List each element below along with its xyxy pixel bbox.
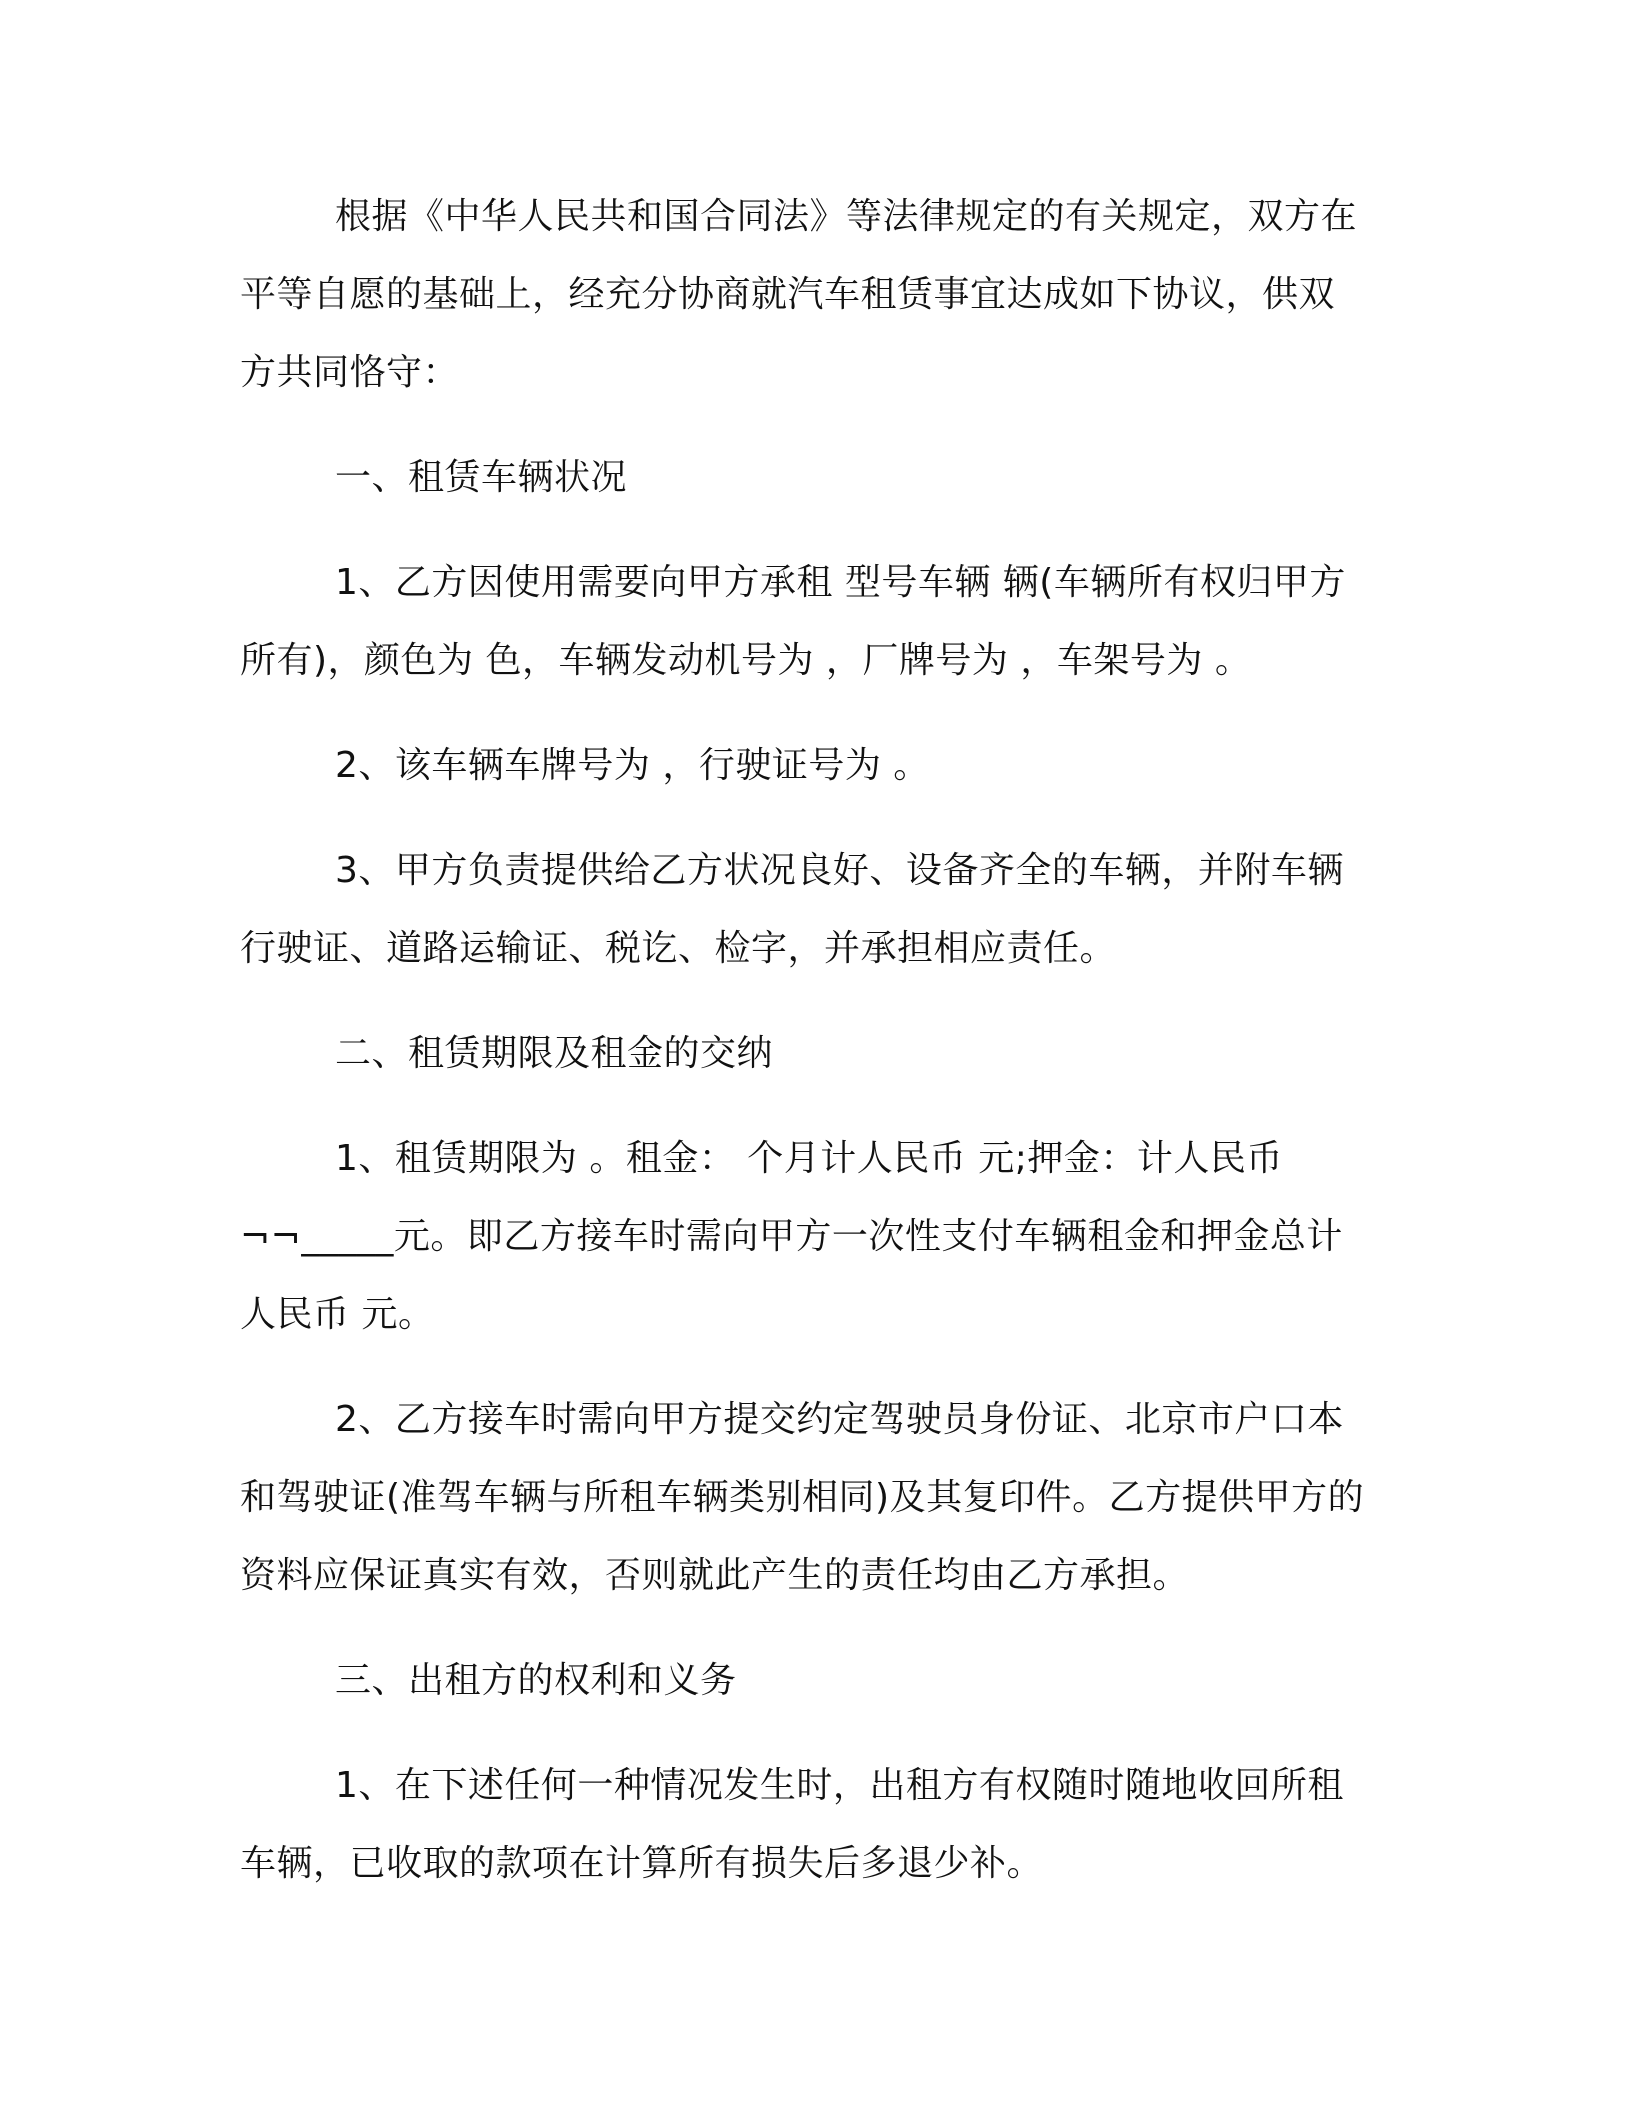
heading-text: 三、出租方的权利和义务 bbox=[335, 1660, 737, 1701]
document-body bbox=[240, 178, 1390, 1930]
section-1-item-1 bbox=[240, 544, 1390, 700]
text-line: 根据《中华人民共和国合同法》等法律规定的有关规定，双方在 bbox=[335, 196, 1358, 237]
section-3-heading bbox=[240, 1642, 1390, 1720]
text-line: 资料应保证真实有效，否则就此产生的责任均由乙方承担。 bbox=[240, 1555, 1190, 1596]
intro-paragraph bbox=[240, 178, 1390, 412]
text-line: ¬¬_____元。即乙方接车时需向甲方一次性支付车辆租金和押金总计 bbox=[240, 1216, 1343, 1257]
text-line: 2、该车辆车牌号为 ，行驶证号为 。 bbox=[335, 745, 930, 786]
text-line: 3、甲方负责提供给乙方状况良好、设备齐全的车辆，并附车辆 bbox=[335, 850, 1344, 891]
section-2-heading bbox=[240, 1015, 1390, 1093]
section-2-item-2 bbox=[240, 1381, 1390, 1615]
section-1-item-3 bbox=[240, 832, 1390, 988]
section-2-item-1 bbox=[240, 1120, 1390, 1354]
text-line: 平等自愿的基础上，经充分协商就汽车租赁事宜达成如下协议，供双 bbox=[240, 274, 1336, 315]
section-1-heading bbox=[240, 439, 1390, 517]
heading-text: 一、租赁车辆状况 bbox=[335, 457, 628, 498]
section-1-item-2 bbox=[240, 727, 1390, 805]
text-line: 1、在下述任何一种情况发生时，出租方有权随时随地收回所租 bbox=[335, 1765, 1344, 1806]
text-line: 2、乙方接车时需向甲方提交约定驾驶员身份证、北京市户口本 bbox=[335, 1399, 1344, 1440]
text-line: 1、租赁期限为 。租金： 个月计人民币 元;押金：计人民币 bbox=[335, 1138, 1283, 1179]
text-line: 所有)，颜色为 色，车辆发动机号为 ，厂牌号为 ，车架号为 。 bbox=[240, 640, 1252, 681]
text-line: 1、乙方因使用需要向甲方承租 型号车辆 辆(车辆所有权归甲方 bbox=[335, 562, 1346, 603]
section-3-item-1 bbox=[240, 1747, 1390, 1903]
text-line: 行驶证、道路运输证、税讫、检字，并承担相应责任。 bbox=[240, 928, 1117, 969]
text-line: 人民币 元。 bbox=[240, 1294, 435, 1335]
text-line: 方共同恪守： bbox=[240, 352, 460, 393]
text-line: 车辆，已收取的款项在计算所有损失后多退少补。 bbox=[240, 1843, 1044, 1884]
text-line: 和驾驶证(准驾车辆与所租车辆类别相同)及其复印件。乙方提供甲方的 bbox=[240, 1477, 1365, 1518]
heading-text: 二、租赁期限及租金的交纳 bbox=[335, 1033, 774, 1074]
